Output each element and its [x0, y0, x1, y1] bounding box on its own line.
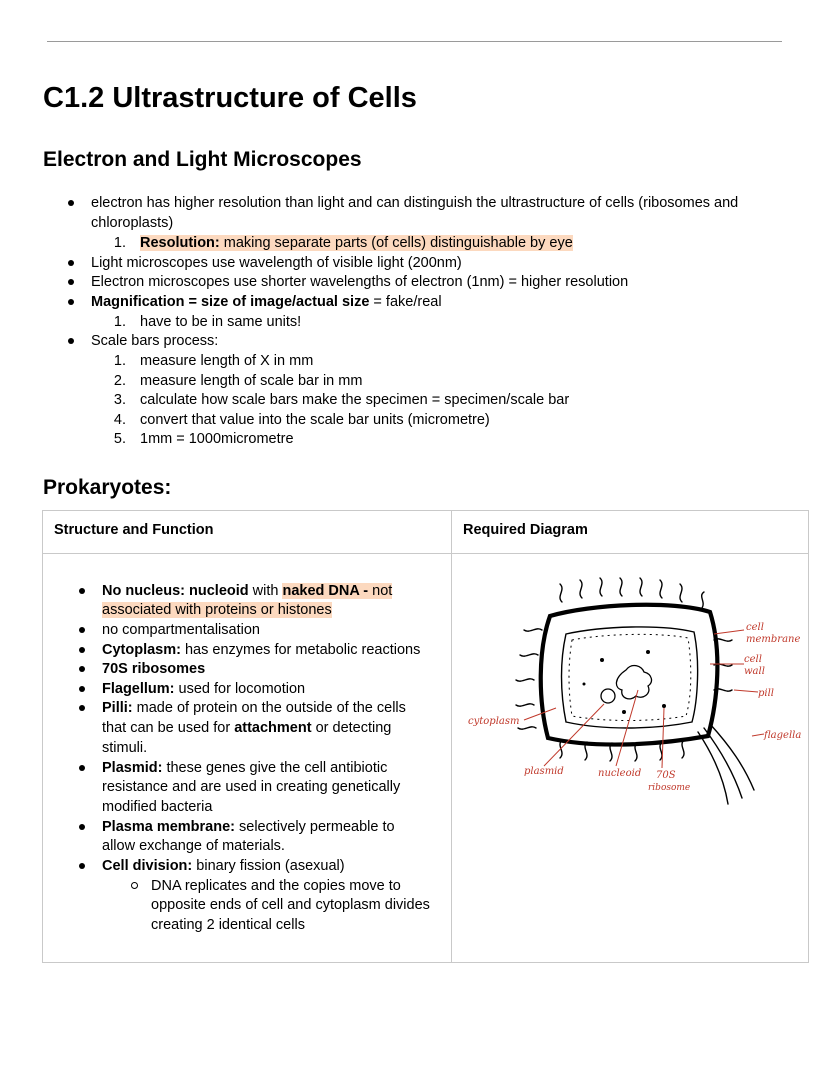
label-pili: pill: [758, 688, 774, 699]
item-plasma-membrane-cont: allow exchange of materials.: [102, 838, 285, 854]
label-plasmid: plasmid: [524, 766, 564, 777]
prokaryote-cell-diagram: [452, 560, 807, 810]
table-header-diagram: Required Diagram: [463, 522, 588, 538]
same-units-note: have to be in same units!: [140, 314, 302, 330]
item-cytoplasm: Cytoplasm: has enzymes for metabolic reactions: [102, 642, 421, 658]
item-no-nucleus-cont: associated with proteins or histones: [102, 602, 332, 618]
bullet-scale-bars: Scale bars process:: [91, 333, 219, 349]
section-heading-microscopes: Electron and Light Microscopes: [43, 148, 362, 171]
item-plasmid-cont2: modified bacteria: [102, 799, 213, 815]
resolution-definition: Resolution: making separate parts (of cells) distinguishable by eye: [140, 235, 573, 251]
item-plasmid-cont: resistance and are used in creating genetically: [102, 779, 401, 795]
step-text: calculate how scale bars make the specimen = specimen/scale bar: [140, 392, 570, 408]
item-pilli-cont2: stimuli.: [102, 740, 148, 756]
step-text: 1mm = 1000micrometre: [140, 431, 294, 447]
label-ribosome: 70S: [656, 770, 676, 781]
bullet-magnification: Magnification = size of image/actual size = fake/real: [91, 294, 442, 310]
bullet-light-wavelength: Light microscopes use wavelength of visible light (200nm): [91, 255, 462, 271]
table-header-structure: Structure and Function: [54, 522, 214, 538]
section-heading-prokaryotes: Prokaryotes:: [43, 476, 172, 499]
step-number: 2.: [113, 373, 126, 389]
step-text: measure length of scale bar in mm: [140, 373, 363, 389]
step-number: 4.: [113, 412, 126, 428]
bullet-electron-resolution: electron has higher resolution than light and can distinguish the ultrastructure of cells (ribosomes and: [91, 195, 739, 211]
item-flagellum: Flagellum: used for locomotion: [102, 681, 306, 697]
item-plasma-membrane: Plasma membrane: selectively permeable to: [102, 819, 395, 835]
label-cell-membrane: cell: [746, 622, 764, 633]
item-cell-division: Cell division: binary fission (asexual): [102, 858, 345, 874]
item-plasmid: Plasmid: these genes give the cell antibiotic: [102, 760, 388, 776]
label-flagella: flagella: [764, 730, 802, 741]
table-header-divider: [43, 553, 808, 554]
subitem-dna-replicates-cont2: creating 2 identical cells: [151, 917, 305, 933]
step-text: measure length of X in mm: [140, 353, 314, 369]
label-cytoplasm: cytoplasm: [468, 716, 520, 727]
item-pilli-cont: that can be used for attachment or detecting: [102, 720, 392, 736]
label-cell-membrane-2: membrane: [746, 634, 801, 645]
step-number: 1.: [113, 353, 126, 369]
subitem-dna-replicates-cont: opposite ends of cell and cytoplasm divides: [151, 897, 430, 913]
label-cell-wall: cell: [744, 654, 762, 665]
item-ribosomes: 70S ribosomes: [102, 661, 206, 677]
item-no-nucleus: No nucleus: nucleoid with naked DNA - not: [102, 583, 393, 599]
list-number: 1.: [113, 314, 126, 330]
step-number: 5.: [113, 431, 126, 447]
top-rule: [47, 41, 782, 42]
bullet-electron-resolution-cont: chloroplasts): [91, 215, 174, 231]
item-compartmentalisation: no compartmentalisation: [102, 622, 260, 638]
step-text: convert that value into the scale bar units (micrometre): [140, 412, 490, 428]
page-title: C1.2 Ultrastructure of Cells: [43, 82, 417, 114]
step-number: 3.: [113, 392, 126, 408]
list-number: 1.: [113, 235, 126, 251]
subitem-dna-replicates: DNA replicates and the copies move to: [151, 878, 401, 894]
label-ribosome-2: ribosome: [648, 783, 691, 793]
label-cell-wall-2: wall: [744, 666, 765, 677]
item-pilli: Pilli: made of protein on the outside of the cells: [102, 700, 406, 716]
bullet-electron-wavelength: Electron microscopes use shorter wavelengths of electron (1nm) = higher resolution: [91, 274, 629, 290]
label-nucleoid: nucleoid: [598, 768, 642, 779]
